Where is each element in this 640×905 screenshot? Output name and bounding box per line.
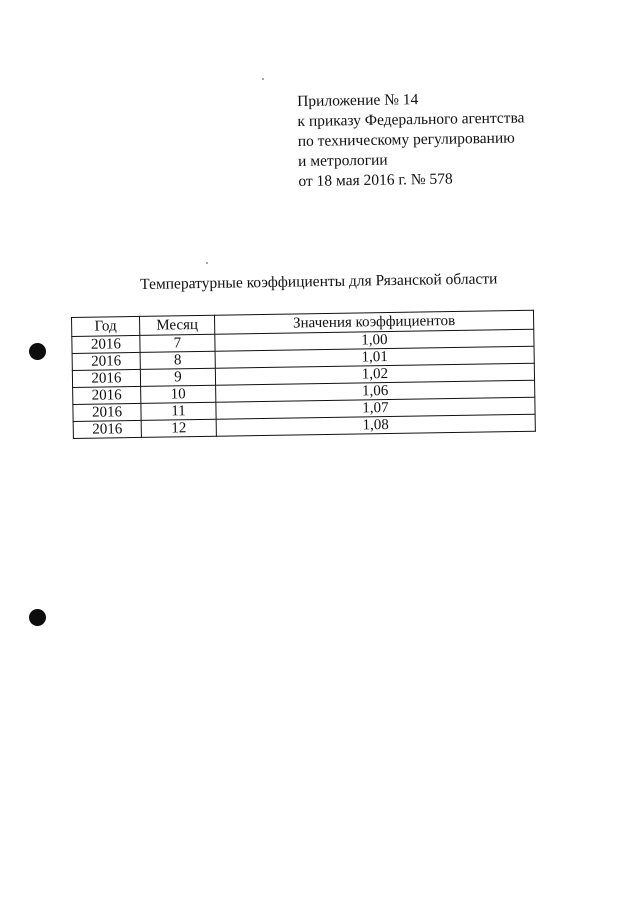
punch-hole	[29, 609, 46, 626]
cell-value: 1,00	[215, 329, 534, 351]
scan-speck	[262, 78, 264, 80]
scan-speck	[206, 262, 208, 264]
punch-hole	[29, 343, 46, 360]
header-value: Значения коэффициентов	[214, 310, 533, 334]
cell-year: 2016	[73, 403, 141, 421]
table-title: Температурные коэффициенты для Рязанской области	[140, 270, 498, 293]
coefficients-table	[71, 310, 536, 439]
cell-month: 10	[141, 385, 216, 403]
cell-value: 1,02	[215, 363, 534, 385]
cell-year: 2016	[73, 420, 141, 438]
cell-value: 1,07	[216, 397, 535, 419]
annex-line: и метрологии	[297, 151, 388, 170]
annex-line: Приложение № 14	[297, 91, 419, 110]
cell-year: 2016	[72, 335, 140, 353]
cell-month: 7	[140, 334, 215, 352]
annex-line: к приказу Федерального агентства	[297, 109, 525, 130]
cell-month: 11	[141, 402, 216, 420]
cell-month: 8	[140, 351, 215, 369]
header-year: Год	[72, 316, 140, 336]
cell-year: 2016	[73, 386, 141, 404]
cell-value: 1,01	[215, 346, 534, 368]
cell-year: 2016	[72, 352, 140, 370]
annex-line: от 18 мая 2016 г. № 578	[298, 170, 453, 190]
header-month: Месяц	[139, 315, 214, 335]
coefficients-table-wrapper	[71, 310, 536, 439]
cell-value: 1,08	[216, 414, 535, 436]
annex-line: по техническому регулированию	[297, 129, 515, 150]
cell-month: 9	[140, 368, 215, 386]
cell-month: 12	[141, 419, 216, 437]
annex-header	[297, 87, 599, 192]
cell-value: 1,06	[216, 380, 535, 402]
cell-year: 2016	[72, 369, 140, 387]
